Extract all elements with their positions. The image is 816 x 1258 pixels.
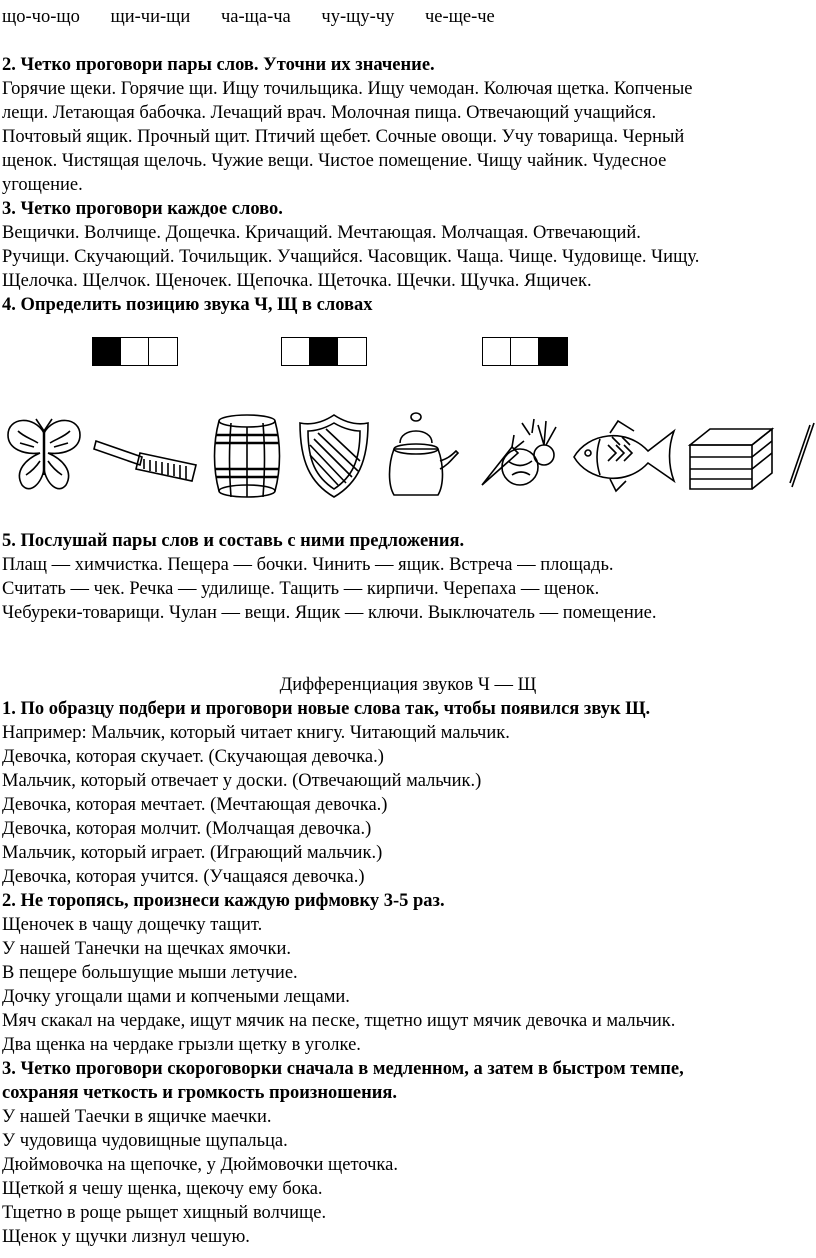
- syllable-1: що-чо-що: [2, 7, 80, 27]
- task5-title: 5. Послушай пары слов и составь с ними предложения.: [2, 531, 465, 551]
- section-task3-line: Дюймовочка на щепочке, у Дюймовочки щеточка.: [2, 1155, 398, 1175]
- section-task3-line: У чудовища чудовищные щупальца.: [2, 1131, 288, 1151]
- section-task1-line: Например: Мальчик, который читает книгу. Читающий мальчик.: [2, 723, 510, 743]
- task2-title: 2. Четко проговори пары слов. Уточни их значение.: [2, 55, 435, 75]
- shield-icon: [296, 411, 372, 501]
- task2-line: угощение.: [2, 175, 83, 195]
- barrel-icon: [212, 413, 282, 499]
- task5-line: Плащ — химчистка. Пещера — бочки. Чинить — ящик. Встреча — площадь.: [2, 555, 614, 575]
- task3-line: Щелочка. Щелчок. Щеночек. Щепочка. Щеточка. Щечки. Щучка. Ящичек.: [2, 271, 592, 291]
- section-task3-line: У нашей Таечки в ящичке маечки.: [2, 1107, 272, 1127]
- section-task2-line: В пещере большущие мыши летучие.: [2, 963, 298, 983]
- syllable-2: щи-чи-щи: [110, 7, 191, 27]
- scheme-end: [482, 337, 568, 366]
- section-task1-line: Мальчик, который отвечает у доски. (Отвечающий мальчик.): [2, 771, 482, 791]
- kettle-icon: [386, 409, 462, 501]
- picture-row: [2, 409, 814, 529]
- brush-icon: [92, 429, 202, 489]
- section-task1-title: 1. По образцу подбери и проговори новые слова так, чтобы появился звук Щ.: [2, 699, 651, 719]
- worksheet-page: [2, 5, 814, 1249]
- scheme-cell: [93, 338, 121, 365]
- section-task2-line: Два щенка на чердаке грызли щетку в уголке.: [2, 1035, 361, 1055]
- section-task3-line: Щенок у щучки лизнул чешую.: [2, 1227, 250, 1247]
- syllable-4: чу-щу-чу: [321, 7, 395, 27]
- scheme-cell: [121, 338, 149, 365]
- scheme-cell: [282, 338, 310, 365]
- syllable-5: че-ще-че: [424, 7, 495, 27]
- task2-line: Горячие щеки. Горячие щи. Ищу точильщика. Ищу чемодан. Колючая щетка. Копченые: [2, 79, 693, 99]
- task3-title: 3. Четко проговори каждое слово.: [2, 199, 283, 219]
- section-task2-line: У нашей Танечки на щечках ямочки.: [2, 939, 291, 959]
- scheme-cell: [338, 338, 366, 365]
- sound-position-schemes: [2, 317, 814, 409]
- section-task2-line: Дочку угощали щами и копчеными лещами.: [2, 987, 350, 1007]
- section-task2-title: 2. Не торопясь, произнеси каждую рифмовку 3-5 раз.: [2, 891, 445, 911]
- section-task3-line: Тщетно в роще рыщет хищный волчище.: [2, 1203, 327, 1223]
- task3-line: Ручищи. Скучающий. Точильщик. Учащийся. Часовщик. Чаща. Чище. Чудовище. Чищу.: [2, 247, 700, 267]
- section-task1-line: Девочка, которая мечтает. (Мечтающая девочка.): [2, 795, 388, 815]
- scheme-cell: [149, 338, 177, 365]
- scheme-middle: [281, 337, 367, 366]
- section-task1-line: Девочка, которая учится. (Учащаяся девочка.): [2, 867, 365, 887]
- task2-line: Почтовый ящик. Прочный щит. Птичий щебет. Сочные овощи. Учу товарища. Черный: [2, 127, 685, 147]
- section-task3-title: 3. Четко проговори скороговорки сначала в медленном, а затем в быстром темпе,: [2, 1059, 684, 1079]
- box-icon: [686, 423, 776, 493]
- section-task1-line: Девочка, которая молчит. (Молчащая девочка.): [2, 819, 372, 839]
- vegetables-icon: [472, 411, 566, 499]
- scheme-start: [92, 337, 178, 366]
- task2-line: лещи. Летающая бабочка. Лечащий врач. Молочная пища. Отвечающий учащийся.: [2, 103, 657, 123]
- syllable-row: [2, 5, 814, 29]
- task2-line: щенок. Чистящая щелочь. Чужие вещи. Чистое помещение. Чищу чайник. Чудесное: [2, 151, 667, 171]
- section-task2-line: Щеночек в чащу дощечку тащит.: [2, 915, 263, 935]
- fish-icon: [570, 417, 680, 497]
- scheme-cell: [310, 338, 338, 365]
- task5-line: Чебуреки-товарищи. Чулан — вещи. Ящик — ключи. Выключатель — помещение.: [2, 603, 657, 623]
- fishing-rod-icon: [788, 421, 816, 491]
- scheme-cell: [483, 338, 511, 365]
- task3-line: Вещички. Волчище. Дощечка. Кричащий. Мечтающая. Молчащая. Отвечающий.: [2, 223, 641, 243]
- section-task1-line: Девочка, которая скучает. (Скучающая девочка.): [2, 747, 384, 767]
- section-task3-title: сохраняя четкость и громкость произношения.: [2, 1083, 398, 1103]
- section-task3-line: Щеткой я чешу щенка, щекочу ему бока.: [2, 1179, 323, 1199]
- scheme-cell: [511, 338, 539, 365]
- syllable-3: ча-ща-ча: [220, 7, 291, 27]
- section-task2-line: Мяч скакал на чердаке, ищут мячик на песке, тщетно ищут мячик девочка и мальчик.: [2, 1011, 676, 1031]
- scheme-cell: [539, 338, 567, 365]
- task5-line: Считать — чек. Речка — удилище. Тащить — кирпичи. Черепаха — щенок.: [2, 579, 600, 599]
- section-heading: Дифференциация звуков Ч — Щ: [279, 675, 537, 695]
- butterfly-icon: [4, 413, 84, 499]
- section-task1-line: Мальчик, который играет. (Играющий мальчик.): [2, 843, 383, 863]
- task4-title: 4. Определить позицию звука Ч, Щ в словах: [2, 295, 373, 315]
